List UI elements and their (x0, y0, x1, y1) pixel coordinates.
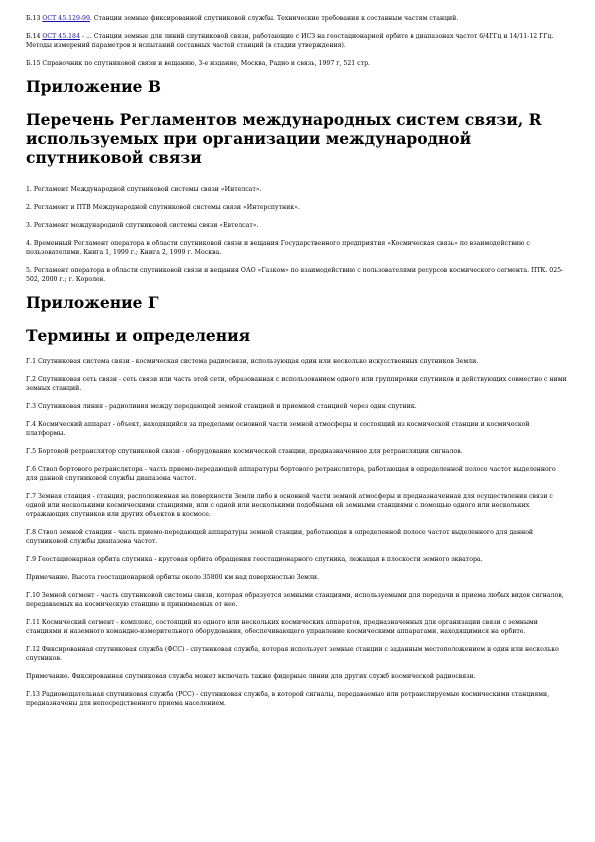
term-definition: Г.11 Космический сегмент - комплекс, состоящий из одного или нескольких космических аппаратов, предназначенных для организации связи с земными станциями и наземного командно-измерительного оборудования, обеспечивающего управление космическими аппаратами, находящимися на орбите. (26, 619, 538, 635)
term-definition: Г.8 Ствол земной станции - часть приемо-передающей аппаратуры земной станции, работающая в определенной полосе частот выделенного для данной спутниковой службы диапазона частот. (26, 529, 534, 545)
reference-b15 (26, 59, 569, 68)
term-definition: Г.6 Ствол бортового ретранслятора - часть приемо-передающей аппаратуры бортового ретранслятора, работающая в определенной полосе частот выделенного для данной спутниковой службы диапазона частот. (26, 466, 556, 482)
ref-number: Б.14 (26, 33, 43, 40)
term-definition: Г.9 Геостационарная орбита спутника - круговая орбита обращения геостационарного спутника, лежащая в плоскости земного экватора. (26, 556, 483, 563)
list-item: 1. Регламент Международной спутниковой системы связи «Интелсат». (26, 186, 262, 193)
list-item: 4. Временный Регламент оператора в области спутниковой связи и вещания Государственного предприятия «Космическая связь» по взаимодействию с пользователями. Книга 1, 1999 г.; Книга 2, 1999 г. Москва. (26, 240, 530, 256)
term-definition: Г.12 Фиксированная спутниковая служба (ФСС) - спутниковая служба, которая использует земные станции с заданным местоположением и один или несколько спутников. (26, 646, 559, 662)
list-item: 2. Регламент и ПТВ Международной спутниковой системы связи «Интерспутник». (26, 204, 300, 211)
ref-text: . Станции земные фиксированной спутниковой службы. Технические требования к составным частям станций. (89, 15, 459, 22)
document-page (26, 14, 569, 717)
appendix-v-title: Приложение В (26, 77, 161, 96)
term-definition: Г.7 Земная станция - станция, расположенная на поверхности Земли либо в основной части земной атмосферы и предназначенная для осуществления связи с одной или несколькими космическими станциями, или с одной или несколькими подобными ей земными станциями с помощью одного или нескольких отражающих спутников или других объектов в космосе. (26, 493, 553, 518)
term-definition: Г.2 Спутниковая сеть связи - сеть связи или часть этой сети, образованная с использованием одного или группировки спутников и действующих совместно с ними земных станций. (26, 376, 567, 392)
appendix-g-subtitle: Термины и определения (26, 326, 251, 345)
reference-b13 (26, 14, 569, 23)
reference-b14 (26, 32, 569, 50)
note: Примечание. Фиксированная спутниковая служба может включать также фидерные линии для других служб космической радиосвязи. (26, 673, 476, 680)
term-definition: Г.1 Спутниковая система связи - космическая система радиосвязи, использующая один или несколько искусственных спутников Земли. (26, 358, 479, 365)
ref-text: Б.15 Справочник по спутниковой связи и вещанию, 3-е издание, Москва, Радио и связь, 1997 г, 521 стр. (26, 60, 370, 67)
term-definition: Г.4 Космический аппарат - объект, находящийся за пределами основной части земной атмосферы и состоящий из космической станции и космической платформы. (26, 421, 530, 437)
list-item: 3. Регламент международной спутниковой системы связи «Евтелсат». (26, 222, 259, 229)
ref-text: - ... Станции земные для линий спутниковой связи, работающие с ИСЗ на геостационарной орбите в диапазонах частот 6/4ГГц и 14/11-12 ГГц. Методы измерений параметров и испытаний составных частей станций (в стадии утверждения). (26, 33, 554, 49)
note: Примечание. Высота геостационарной орбиты около 35800 км над поверхностью Земли. (26, 574, 319, 581)
term-definition: Г.3 Спутниковая линия - радиолиния между передающей земной станцией и приемной станцией через один спутник. (26, 403, 417, 410)
ost-link[interactable]: ОСТ 45.184 (42, 33, 80, 40)
appendix-v-subtitle: Перечень Регламентов международных систем связи, R используемых при организации международной спутниковой связи (26, 110, 542, 167)
term-definition: Г.5 Бортовой ретранслятор спутниковой связи - оборудование космической станции, предназначенное для ретрансляции сигналов. (26, 448, 463, 455)
ost-link[interactable]: ОСТ 45.129-99 (42, 15, 90, 22)
appendix-g-title: Приложение Г (26, 293, 159, 312)
term-definition: Г.10 Земной сегмент - часть спутниковой системы связи, которая образуется земными станциями, используемыми для передачи и приема любых видов сигналов, передаваемых на космическую станцию и принимаемых от нее. (26, 592, 564, 608)
list-item: 5. Регламент оператора в области спутниковой связи и вещания ОАО «Газком» по взаимодействию с пользователями ресурсов космического сегмента. ПТК. 025-502, 2000 г.; г. Королев. (26, 267, 564, 283)
ref-number: Б.13 (26, 15, 43, 22)
term-definition: Г.13 Радиовещательная спутниковая служба (РСС) - спутниковая служба, в которой сигналы, передаваемые или ретранслируемые космическими станциями, предназначены для непосредственного приема населением. (26, 691, 550, 707)
